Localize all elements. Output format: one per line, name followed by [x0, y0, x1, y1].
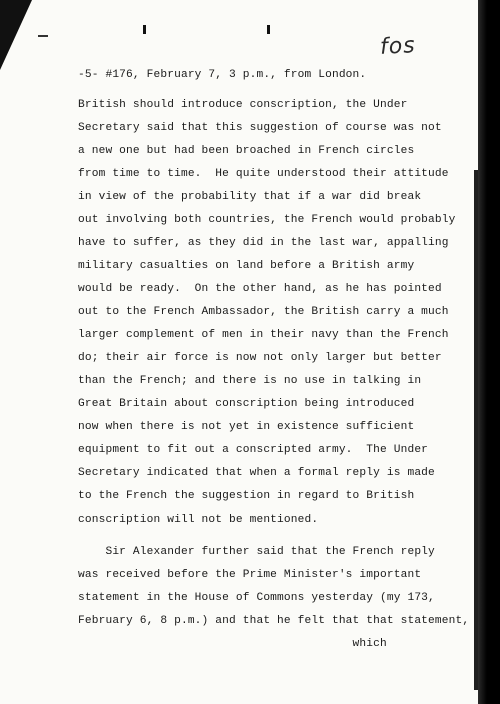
text-line: out to the French Ambassador, the British carry a much [78, 306, 449, 318]
scan-dash-mark [38, 35, 48, 37]
text-line: conscription will not be mentioned. [78, 514, 319, 526]
text-line: now when there is not yet in existence sufficient [78, 421, 415, 433]
scan-right-edge [478, 0, 500, 704]
text-line: British should introduce conscription, the Under [78, 99, 408, 111]
text-line: equipment to fit out a conscripted army. The Under [78, 444, 429, 456]
text-line: statement in the House of Commons yesterday (my 173, [78, 592, 435, 604]
text-line: military casualties on land before a British army [78, 260, 415, 272]
text-line: Secretary indicated that when a formal reply is made [78, 467, 435, 479]
text-line: do; their air force is now not only larger but better [78, 352, 442, 364]
text-line: February 6, 8 p.m.) and that he felt that that statement, [78, 615, 470, 627]
text-line: larger complement of men in their navy than the French [78, 329, 449, 341]
text-line: than the French; and there is no use in talking in [78, 375, 422, 387]
punch-mark [267, 25, 270, 34]
folio-number: fos [379, 33, 417, 60]
text-line: out involving both countries, the French would probably [78, 214, 456, 226]
text-line: which [78, 638, 387, 650]
text-line: to the French the suggestion in regard to British [78, 490, 415, 502]
text-line: from time to time. He quite understood their attitude [78, 168, 449, 180]
telegram-header: -5- #176, February 7, 3 p.m., from London. [78, 69, 367, 81]
scan-edge-shadow [474, 170, 478, 690]
text-line: was received before the Prime Minister's important [78, 569, 422, 581]
text-line: have to suffer, as they did in the last war, appalling [78, 237, 449, 249]
text-line: Sir Alexander further said that the French reply [78, 546, 435, 558]
text-line: in view of the probability that if a war did break [78, 191, 422, 203]
text-line: Secretary said that this suggestion of course was not [78, 122, 442, 134]
scan-corner-shadow [0, 0, 32, 70]
punch-mark [143, 25, 146, 34]
text-line: would be ready. On the other hand, as he has pointed [78, 283, 442, 295]
text-line: Great Britain about conscription being introduced [78, 398, 415, 410]
text-line: a new one but had been broached in French circles [78, 145, 415, 157]
